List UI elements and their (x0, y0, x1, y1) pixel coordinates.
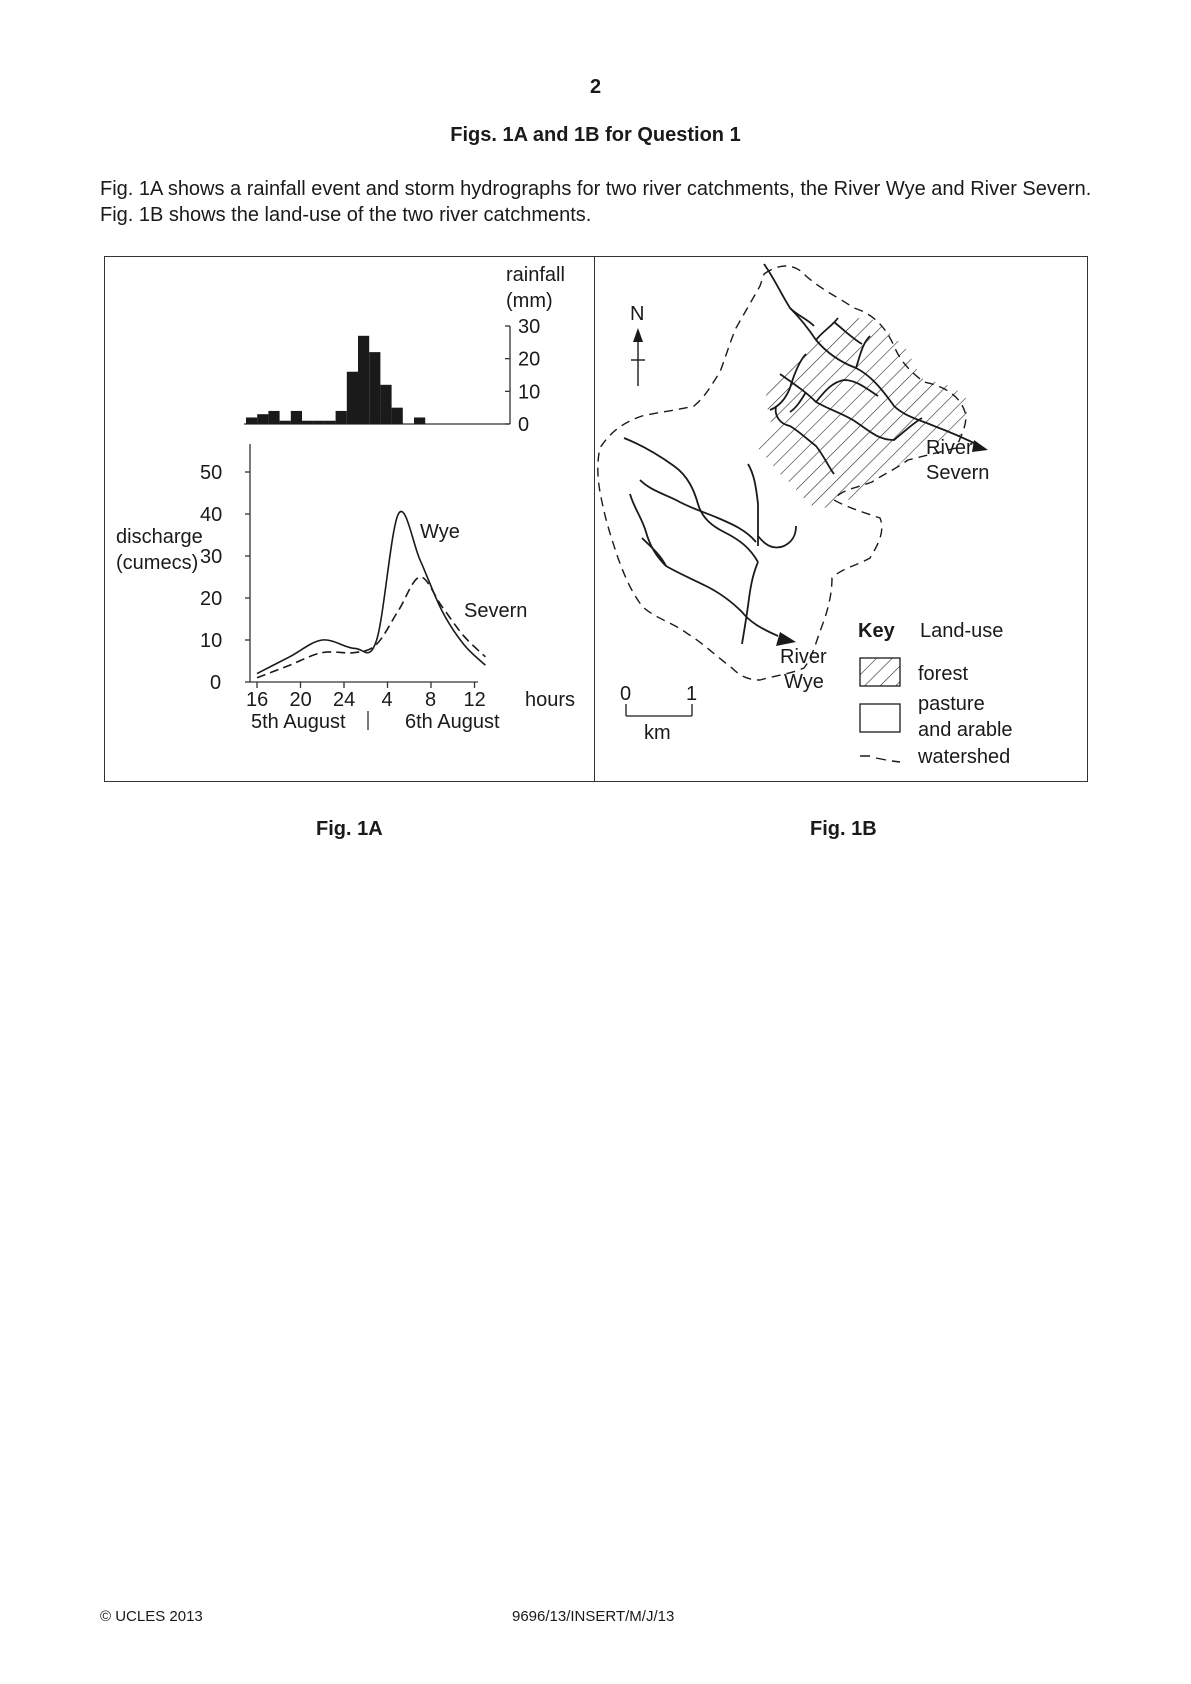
north-label: N (630, 303, 645, 325)
date-left-label: 5th August (251, 711, 346, 733)
discharge-tick-label: 50 (200, 462, 223, 484)
discharge-tick-label: 20 (200, 588, 223, 610)
discharge-label-1: discharge (116, 526, 203, 548)
rainfall-bar (358, 336, 369, 424)
figures-heading: Figs. 1A and 1B for Question 1 (450, 124, 741, 146)
key-pasture-label-1: pasture (918, 693, 985, 715)
rainfall-bar (336, 411, 347, 424)
wye-arrow-icon (776, 632, 796, 646)
page-number: 2 (589, 76, 602, 98)
scale-unit-label: km (644, 722, 671, 744)
rainfall-bar (414, 417, 425, 424)
rainfall-bar (380, 385, 391, 424)
discharge-label-2: (cumecs) (116, 552, 199, 574)
series-label-wye: Wye (420, 521, 460, 543)
rainfall-bar (291, 411, 302, 424)
river-severn-label-2: Severn (926, 462, 990, 484)
intro-text: Fig. 1A shows a rainfall event and storm hydrographs for two river catchments, the River Wye and River Severn. Fig. 1B shows the land-use of the two river catchments. (100, 178, 1092, 226)
x-unit-label: hours (525, 689, 576, 711)
key-forest-swatch (860, 658, 900, 686)
rainfall-tick-label: 20 (518, 348, 541, 371)
rainfall-tick-label: 30 (518, 316, 541, 338)
river-wye-label-2: Wye (784, 671, 824, 693)
date-right-label: 6th August (405, 711, 500, 733)
rainfall-bar (280, 421, 291, 424)
scale-bar (626, 704, 692, 716)
key-title: Key (858, 620, 895, 642)
rainfall-bar (347, 372, 358, 424)
footer-code: 9696/13/INSERT/M/J/13 (512, 1608, 675, 1625)
fig-1a-caption: Fig. 1A (316, 818, 383, 840)
key-pasture-label-2: and arable (918, 719, 1013, 741)
key-forest-label: forest (918, 663, 969, 685)
time-tick-label: 20 (289, 689, 312, 711)
time-ticks (246, 682, 486, 711)
rainfall-bar (302, 421, 313, 424)
time-tick-label: 24 (333, 689, 356, 711)
severn-arrow-icon (972, 440, 988, 452)
key-subtitle: Land-use (920, 620, 1004, 642)
north-arrow-icon (631, 328, 645, 386)
discharge-tick-label: 10 (200, 630, 223, 652)
key-pasture-swatch (860, 704, 900, 732)
rainfall-bar (369, 352, 380, 424)
rainfall-bar (392, 408, 403, 424)
scale-label-1: 1 (686, 683, 698, 705)
time-tick-label: 8 (425, 689, 437, 711)
footer-copyright: © UCLES 2013 (100, 1608, 203, 1625)
time-tick-label: 12 (463, 689, 486, 711)
discharge-tick-label: 0 (210, 672, 222, 694)
rainfall-bar (246, 417, 257, 424)
discharge-ticks (200, 462, 250, 694)
key-watershed-label: watershed (918, 746, 1011, 768)
time-tick-label: 4 (381, 689, 393, 711)
key-watershed-swatch (860, 756, 900, 762)
rainfall-bar (313, 421, 324, 424)
rainfall-bar (257, 414, 268, 424)
time-tick-label: 16 (246, 689, 269, 711)
discharge-tick-label: 30 (200, 546, 223, 568)
rainfall-tick-label: 0 (518, 414, 530, 436)
scale-label-0: 0 (620, 683, 632, 705)
fig-1b-caption: Fig. 1B (810, 818, 877, 840)
rainfall-tick-label: 10 (518, 381, 541, 404)
discharge-tick-label: 40 (200, 504, 223, 526)
fig-1b-map (594, 256, 1088, 782)
rainfall-label-1: rainfall (506, 264, 565, 286)
river-severn-label-1: River (926, 437, 973, 459)
rainfall-bar (324, 421, 335, 424)
river-wye-label-1: River (780, 646, 827, 668)
series-label-severn: Severn (464, 600, 528, 622)
rainfall-bars (246, 336, 425, 424)
rainfall-label-2: (mm) (506, 290, 553, 312)
rainfall-bar (268, 411, 279, 424)
fig-1a-chart (104, 256, 594, 782)
